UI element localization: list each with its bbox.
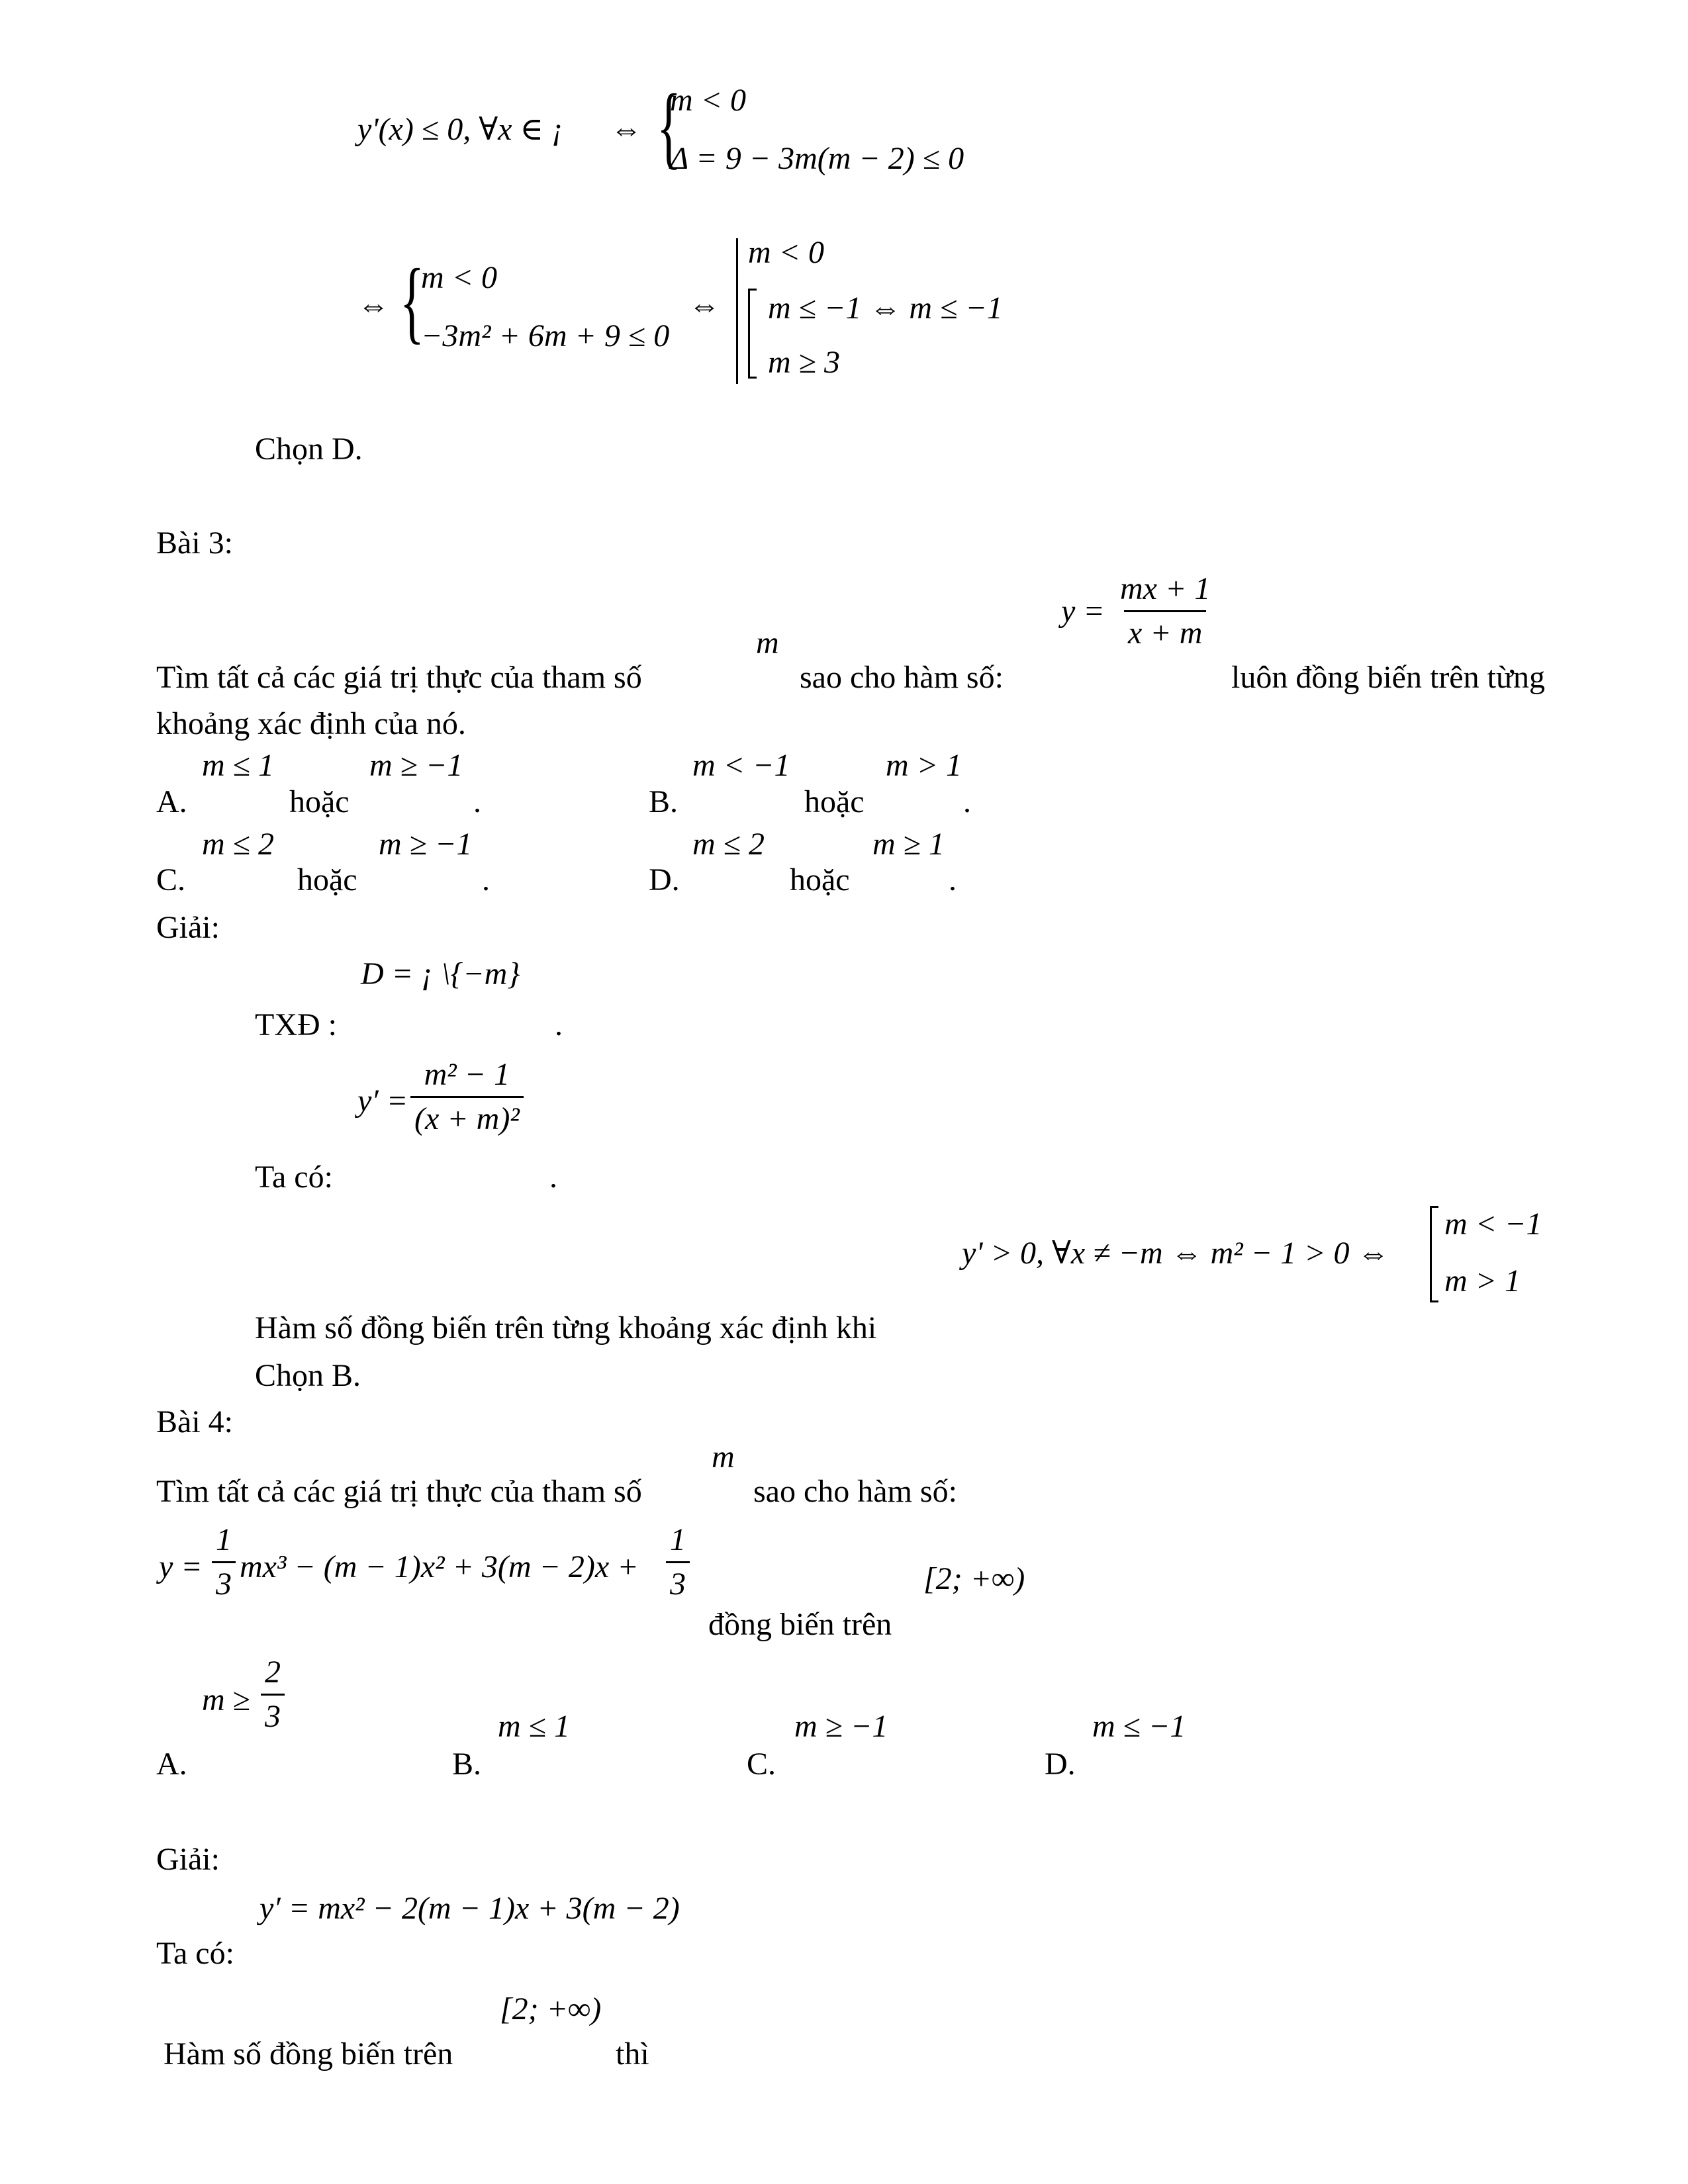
or-bracket-inner xyxy=(748,289,757,379)
solution-heading: Giải: xyxy=(156,910,220,945)
domain-label: TXĐ : xyxy=(255,1007,337,1042)
system-brace: { xyxy=(657,75,681,178)
option-c-cond2: m ≥ −1 xyxy=(379,827,473,862)
fraction-denominator: (x + m)² xyxy=(410,1096,524,1135)
question-text-part3: luôn đồng biến trên từng xyxy=(1231,660,1545,695)
function-fraction xyxy=(1116,573,1214,649)
option-a-cond2: m ≥ −1 xyxy=(369,748,463,783)
option-d-cond2: m ≥ 1 xyxy=(872,827,945,862)
or-bracket-outer xyxy=(736,238,738,384)
exercise-heading: Bài 4: xyxy=(156,1404,233,1439)
option-d-label: D. xyxy=(1045,1747,1076,1782)
option-b-value: m ≤ 1 xyxy=(498,1709,571,1744)
fraction-numerator: 1 xyxy=(670,1522,686,1557)
option-a-label: A. xyxy=(156,784,187,819)
system-brace: { xyxy=(400,250,424,353)
option-d-cond1: m ≤ 2 xyxy=(692,827,765,862)
fraction-denominator: x + m xyxy=(1124,610,1206,649)
option-b-cond1: m < −1 xyxy=(692,748,790,783)
derivative-period: . xyxy=(549,1160,557,1195)
interval-formula: [2; +∞) xyxy=(923,1561,1025,1596)
or-case-1: m < −1 xyxy=(1444,1206,1542,1242)
equivalence-symbol: ⇔ xyxy=(688,288,720,323)
conclusion-text: Hàm số đồng biến trên từng khoảng xác định khi xyxy=(255,1310,877,1345)
option-a-cond1: m ≤ 1 xyxy=(202,748,275,783)
system-case-1: m < 0 xyxy=(421,260,498,295)
condition-derivative-nonpositive: y'(x) ≤ 0, ∀x ∈ ¡ xyxy=(357,112,564,147)
derivative-fraction xyxy=(410,1059,524,1135)
option-b-cond2: m > 1 xyxy=(886,748,962,783)
fraction-denominator: 3 xyxy=(261,1694,285,1733)
question-text-line2: khoảng xác định của nó. xyxy=(156,706,466,741)
option-c-period: . xyxy=(482,862,490,897)
or-case-2: m > 1 xyxy=(1444,1263,1521,1298)
function-lhs: y = xyxy=(1061,594,1105,629)
fraction-denominator: 3 xyxy=(212,1561,236,1600)
fraction-numerator: 2 xyxy=(265,1655,281,1690)
deriv-intro: Ta có: xyxy=(156,1936,234,1971)
option-a-fraction xyxy=(261,1657,285,1733)
option-a-period: . xyxy=(473,784,481,819)
or-case-3: m ≥ 3 xyxy=(768,345,841,380)
choose-answer: Chọn B. xyxy=(255,1358,361,1393)
option-d-label: D. xyxy=(649,862,680,897)
tail-text-part2: thì xyxy=(616,2036,649,2071)
derivative-lhs: y′ = xyxy=(357,1083,408,1118)
option-c-value: m ≥ −1 xyxy=(794,1709,888,1744)
domain-period: . xyxy=(555,1007,563,1042)
derivative-formula: y′ = mx² − 2(m − 1)x + 3(m − 2) xyxy=(259,1891,680,1926)
system-case-1: m < 0 xyxy=(670,83,747,118)
option-a-or: hoặc xyxy=(289,784,350,819)
option-b-label: B. xyxy=(452,1747,482,1782)
option-a-label: A. xyxy=(156,1747,187,1782)
constant-fraction xyxy=(666,1524,690,1600)
option-d-or: hoặc xyxy=(790,862,850,897)
or-case-1: m < 0 xyxy=(748,235,825,270)
option-b-period: . xyxy=(963,784,971,819)
option-d-value: m ≤ −1 xyxy=(1092,1709,1186,1744)
parameter-symbol: m xyxy=(712,1439,735,1475)
question-text-part2: sao cho hàm số: xyxy=(800,660,1004,695)
coefficient-fraction xyxy=(212,1524,236,1600)
fraction-numerator: mx + 1 xyxy=(1120,571,1211,606)
system-case-2: Δ = 9 − 3m(m − 2) ≤ 0 xyxy=(670,141,964,176)
fraction-numerator: m² − 1 xyxy=(424,1057,510,1092)
option-b-or: hoặc xyxy=(804,784,865,819)
question-text-part1: Tìm tất cả các giá trị thực của tham số xyxy=(156,1474,642,1509)
domain-formula: D = ¡ \{−m} xyxy=(361,956,520,991)
option-a-lhs: m ≥ xyxy=(202,1682,251,1717)
option-c-label: C. xyxy=(747,1747,776,1782)
option-c-cond1: m ≤ 2 xyxy=(202,827,275,862)
fraction-denominator: 3 xyxy=(666,1561,690,1600)
solution-heading: Giải: xyxy=(156,1842,220,1877)
choose-answer: Chọn D. xyxy=(255,432,363,467)
interval-formula: [2; +∞) xyxy=(500,1991,602,2026)
question-text-part1: Tìm tất cả các giá trị thực của tham số xyxy=(156,660,642,695)
option-c-or: hoặc xyxy=(297,862,357,897)
increasing-condition: y' > 0, ∀x ≠ −m ⇔ m² − 1 > 0 ⇔ xyxy=(962,1236,1389,1271)
deriv-intro: Ta có: xyxy=(255,1160,333,1195)
question-text-part3: đồng biến trên xyxy=(708,1607,892,1642)
or-bracket xyxy=(1430,1206,1438,1302)
exercise-heading: Bài 3: xyxy=(156,525,233,561)
equivalence-symbol: ⇔ xyxy=(610,112,642,147)
option-c-label: C. xyxy=(156,862,186,897)
function-lhs: y = xyxy=(159,1549,203,1584)
tail-text-part1: Hàm số đồng biến trên xyxy=(164,2036,453,2071)
system-case-2: −3m² + 6m + 9 ≤ 0 xyxy=(421,318,670,353)
equivalence-symbol: ⇔ xyxy=(357,288,389,323)
question-text-part2: sao cho hàm số: xyxy=(753,1474,957,1509)
option-b-label: B. xyxy=(649,784,679,819)
or-case-2: m ≤ −1 ⇔ m ≤ −1 xyxy=(768,291,1003,326)
fraction-numerator: 1 xyxy=(216,1522,232,1557)
function-body: mx³ − (m − 1)x² + 3(m − 2)x + xyxy=(240,1549,639,1584)
parameter-symbol: m xyxy=(756,625,779,660)
option-d-period: . xyxy=(949,862,957,897)
